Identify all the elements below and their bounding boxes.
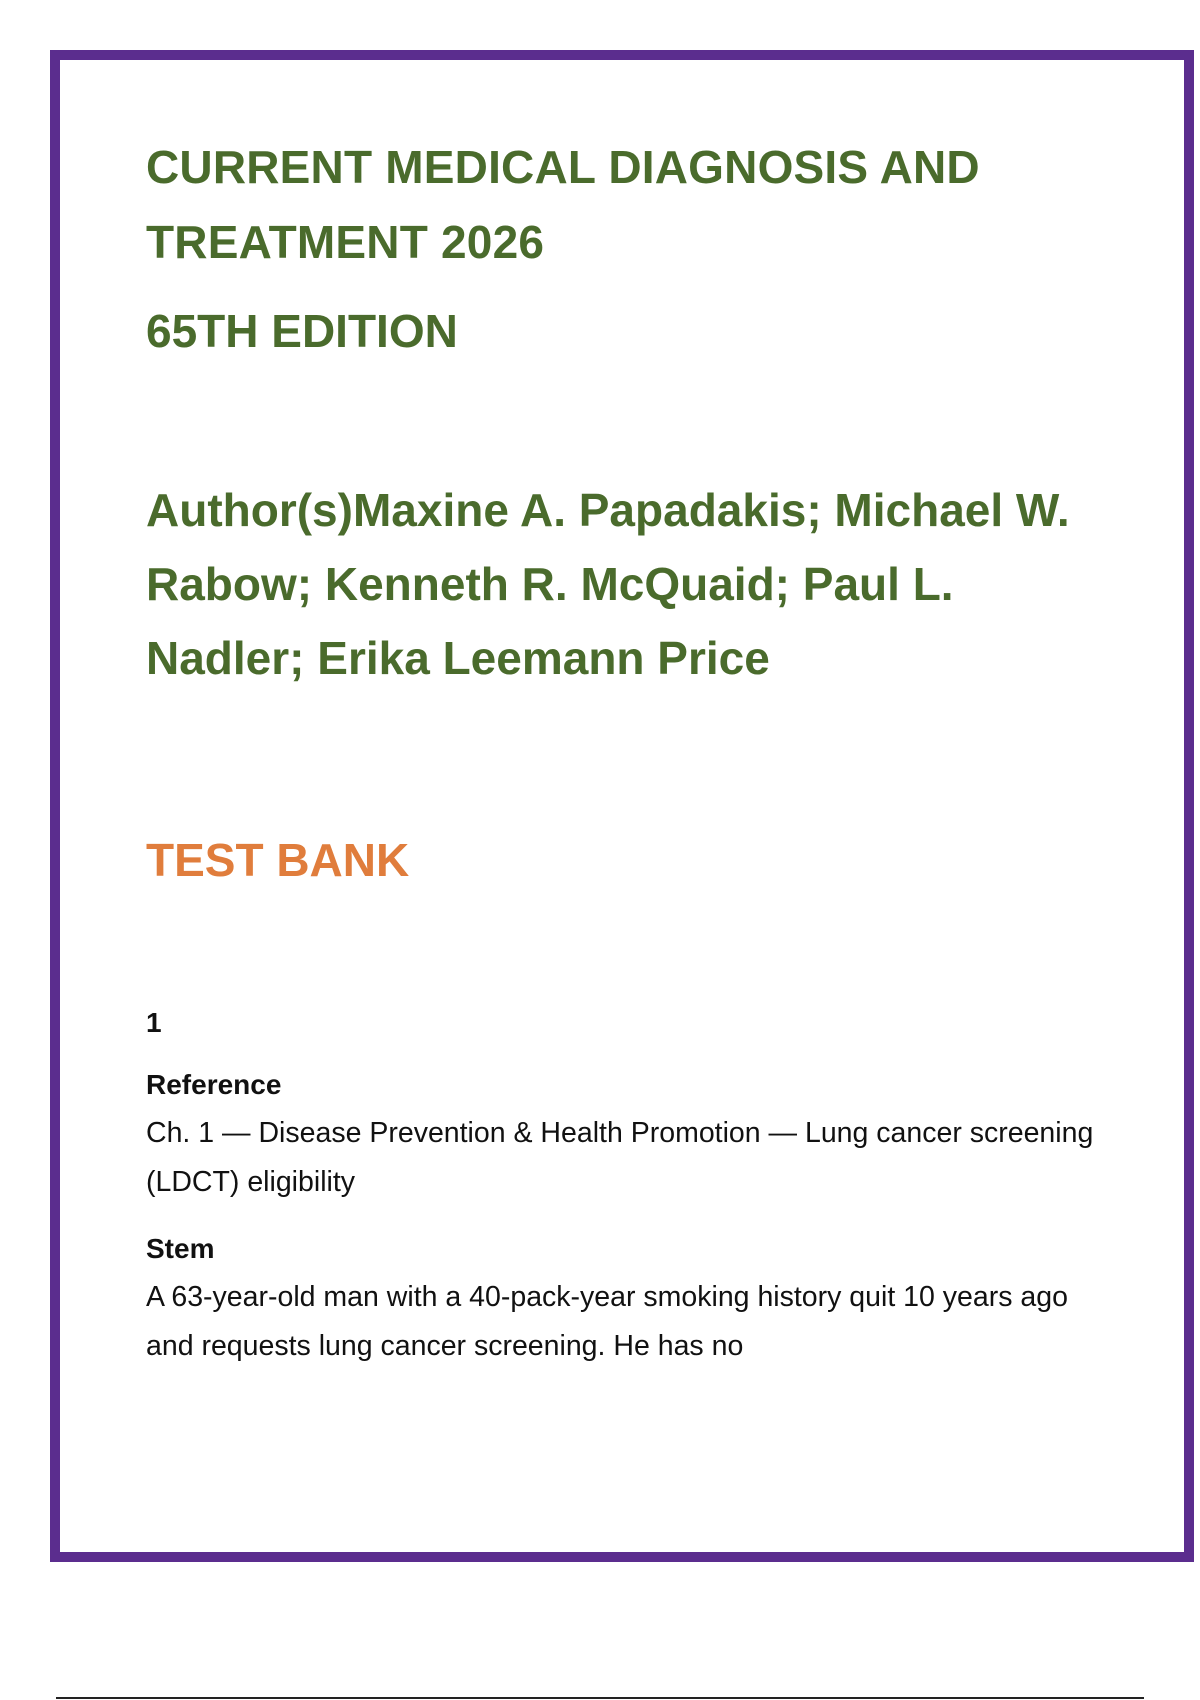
book-authors: Author(s)Maxine A. Papadakis; Michael W. Rabow; Kenneth R. McQuaid; Paul L. Nadler; Erika Leemann Price: [146, 484, 1070, 684]
document-content: [146, 130, 1106, 1371]
stem-heading: Stem: [146, 1233, 215, 1264]
book-title-line-2: TREATMENT 2026: [146, 216, 545, 268]
page-bottom-divider: [56, 1697, 1144, 1699]
book-title-line-1: CURRENT MEDICAL DIAGNOSIS AND: [146, 141, 980, 193]
reference-heading: Reference: [146, 1069, 282, 1100]
question-block: [146, 1003, 1106, 1371]
book-edition: 65TH EDITION: [146, 305, 458, 357]
reference-text: Ch. 1 — Disease Prevention & Health Promotion — Lung cancer screening (LDCT) eligibility: [146, 1117, 1094, 1198]
stem-text: A 63-year-old man with a 40-pack-year smoking history quit 10 years ago and requests lung cancer screening. He has no: [146, 1281, 1068, 1362]
question-number: 1: [146, 1007, 162, 1038]
test-bank-heading: TEST BANK: [146, 834, 410, 886]
